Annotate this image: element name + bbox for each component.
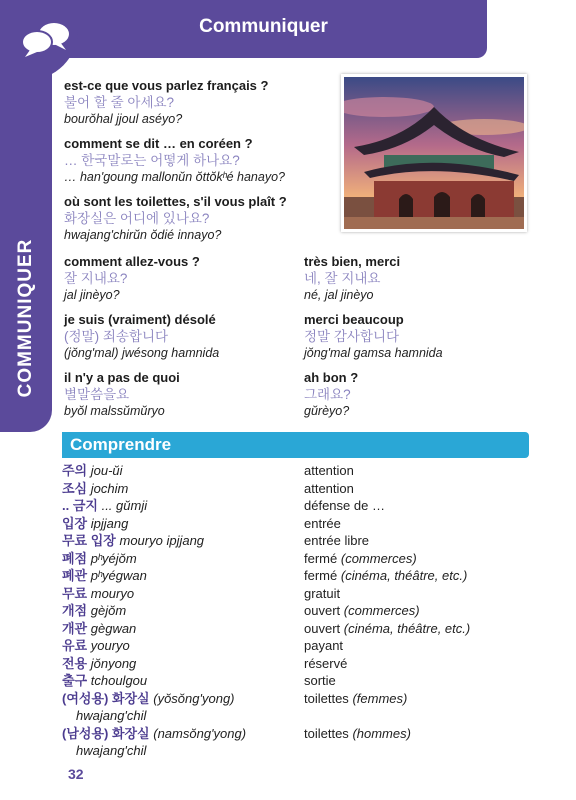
list-item	[62, 497, 532, 515]
list-item	[62, 585, 532, 603]
vocab-note: (femmes)	[352, 690, 408, 706]
list-item	[62, 532, 532, 550]
page-number: 32	[68, 766, 84, 782]
side-chapter-label: COMMUNIQUER	[15, 238, 36, 398]
vocab-french: ouvert	[304, 603, 341, 618]
phrase-french: ah bon ?	[304, 370, 359, 385]
phrase-block	[304, 369, 529, 420]
vocab-note: (cinéma, théâtre, etc.)	[343, 620, 471, 636]
vocab-romanization: jochim	[90, 480, 129, 496]
phrase-french: comment allez-vous ?	[64, 254, 200, 269]
phrase-block	[64, 193, 339, 244]
vocab-korean: 전용	[62, 655, 88, 671]
vocab-korean: 주의	[62, 463, 88, 478]
vocab-french: sortie	[304, 673, 336, 688]
phrase-romanization: jal jinèyo?	[64, 288, 120, 302]
phrase-romanization: jŏng'mal gamsa hamnida	[304, 346, 443, 360]
phrase-romanization: né, jal jinèyo	[304, 288, 374, 302]
phrase-french: merci beaucoup	[304, 312, 404, 327]
vocab-romanization: (namsŏng'yong)	[153, 725, 247, 741]
vocab-korean: 폐점	[62, 550, 88, 566]
phrase-romanization: (jŏng'mal) jwésong hamnida	[64, 346, 220, 360]
vocab-note: (hommes)	[352, 725, 411, 741]
vocab-korean: (여성용) 화장실	[62, 690, 150, 706]
phrase-romanization: hwajang'chirŭn ŏdié innayo?	[64, 228, 222, 242]
vocab-french: toilettes	[304, 690, 349, 706]
vocab-korean: 무료	[62, 585, 88, 601]
vocab-list	[62, 462, 532, 760]
list-item	[62, 480, 532, 498]
list-item	[62, 655, 532, 673]
vocab-korean: 개관	[62, 620, 88, 636]
vocab-romanization: jou-ŭi	[90, 463, 123, 478]
palace-illustration	[344, 77, 524, 229]
phrase-korean: 정말 감사합니다	[304, 329, 400, 344]
list-item	[62, 602, 532, 620]
vocab-korean: 유료	[62, 638, 88, 653]
vocab-romanization: youryo	[90, 638, 130, 653]
palace-photo	[341, 74, 527, 232]
side-chapter-tab	[0, 60, 52, 432]
vocab-french: fermé	[304, 550, 338, 566]
list-item	[62, 637, 532, 655]
vocab-romanization: (yŏsŏng'yong)	[153, 690, 235, 706]
vocab-french: fermé	[304, 568, 338, 583]
vocab-french: payant	[304, 638, 344, 653]
phrase-french: comment se dit … en coréen ?	[64, 136, 253, 151]
list-item	[62, 462, 532, 480]
vocab-korean: (남성용) 화장실	[62, 725, 150, 741]
vocab-note: (commerces)	[343, 603, 420, 618]
list-item	[62, 620, 532, 638]
vocab-romanization: tchoulgou	[90, 673, 148, 688]
vocab-french: ouvert	[304, 620, 341, 636]
vocab-note: (commerces)	[340, 550, 417, 566]
page-title: Communiquer	[199, 16, 328, 37]
vocab-french: toilettes	[304, 725, 349, 741]
phrase-block	[64, 77, 334, 128]
vocab-romanization: ... gŭmji	[101, 498, 148, 513]
phrase-korean: 그래요?	[304, 387, 351, 402]
phrase-block	[64, 311, 314, 362]
phrase-block	[304, 311, 529, 362]
vocab-korean: 출구	[62, 673, 88, 688]
vocab-french: entrée	[304, 515, 341, 531]
phrase-french: il n'y a pas de quoi	[64, 370, 180, 385]
phrase-french: où sont les toilettes, s'il vous plaît ?	[64, 194, 287, 209]
vocab-korean: 입장	[62, 515, 88, 531]
phrase-korean: … 한국말로는 어떻게 하나요?	[64, 153, 240, 168]
list-item	[62, 725, 532, 760]
vocab-romanization-continued: hwajang'chil	[76, 708, 147, 723]
phrase-romanization: gŭrèyo?	[304, 404, 350, 418]
list-item	[62, 672, 532, 690]
vocab-korean: 무료 입장	[62, 533, 116, 548]
list-item	[62, 690, 532, 725]
phrase-block	[64, 135, 339, 186]
section-header	[62, 432, 529, 458]
vocab-romanization: mouryo	[90, 585, 135, 601]
phrase-korean: (정말) 죄송합니다	[64, 329, 169, 344]
vocab-french: gratuit	[304, 585, 341, 601]
speech-bubbles-icon	[20, 22, 72, 58]
phrase-french: très bien, merci	[304, 254, 401, 269]
vocab-note: (cinéma, théâtre, etc.)	[340, 568, 468, 583]
vocab-french: défense de …	[304, 498, 385, 513]
vocab-korean: 개점	[62, 603, 88, 618]
vocab-french: attention	[304, 480, 354, 496]
vocab-korean: 조심	[62, 480, 88, 496]
vocab-romanization: gèjŏm	[90, 603, 127, 618]
phrase-korean: 화장실은 어디에 있나요?	[64, 211, 210, 226]
vocab-romanization: ipjjang	[90, 515, 129, 531]
list-item	[62, 550, 532, 568]
vocab-romanization: pʰyégwan	[90, 568, 147, 583]
vocab-romanization: jŏnyong	[90, 655, 137, 671]
phrase-romanization: byŏl malssŭmŭryo	[64, 404, 165, 418]
phrase-korean: 불어 할 줄 아세요?	[64, 95, 175, 110]
phrase-french: est-ce que vous parlez français ?	[64, 78, 269, 93]
phrase-french: je suis (vraiment) désolé	[64, 312, 216, 327]
list-item	[62, 567, 532, 585]
vocab-korean: 폐관	[62, 568, 88, 583]
vocab-romanization: mouryo ipjjang	[119, 533, 205, 548]
vocab-romanization-continued: hwajang'chil	[76, 743, 147, 758]
vocab-french: réservé	[304, 655, 348, 671]
vocab-romanization: gègwan	[90, 620, 137, 636]
vocab-french: entrée libre	[304, 533, 370, 548]
list-item	[62, 515, 532, 533]
phrase-korean: 네, 잘 지내요	[304, 271, 381, 286]
vocab-korean: .. 금지	[62, 498, 98, 513]
phrase-block	[304, 253, 529, 304]
phrase-romanization: bourŏhal jjoul aséyo?	[64, 112, 183, 126]
phrase-block	[64, 369, 314, 420]
section-title: Comprendre	[70, 435, 172, 454]
vocab-french: attention	[304, 463, 354, 478]
vocab-romanization: pʰyéjŏm	[90, 550, 137, 566]
phrase-romanization: … han'goung mallonŭn ŏttŏkʰé hanayo?	[64, 170, 285, 184]
phrase-korean: 별말씀을요	[64, 387, 130, 402]
phrase-block	[64, 253, 314, 304]
phrase-korean: 잘 지내요?	[64, 271, 128, 286]
